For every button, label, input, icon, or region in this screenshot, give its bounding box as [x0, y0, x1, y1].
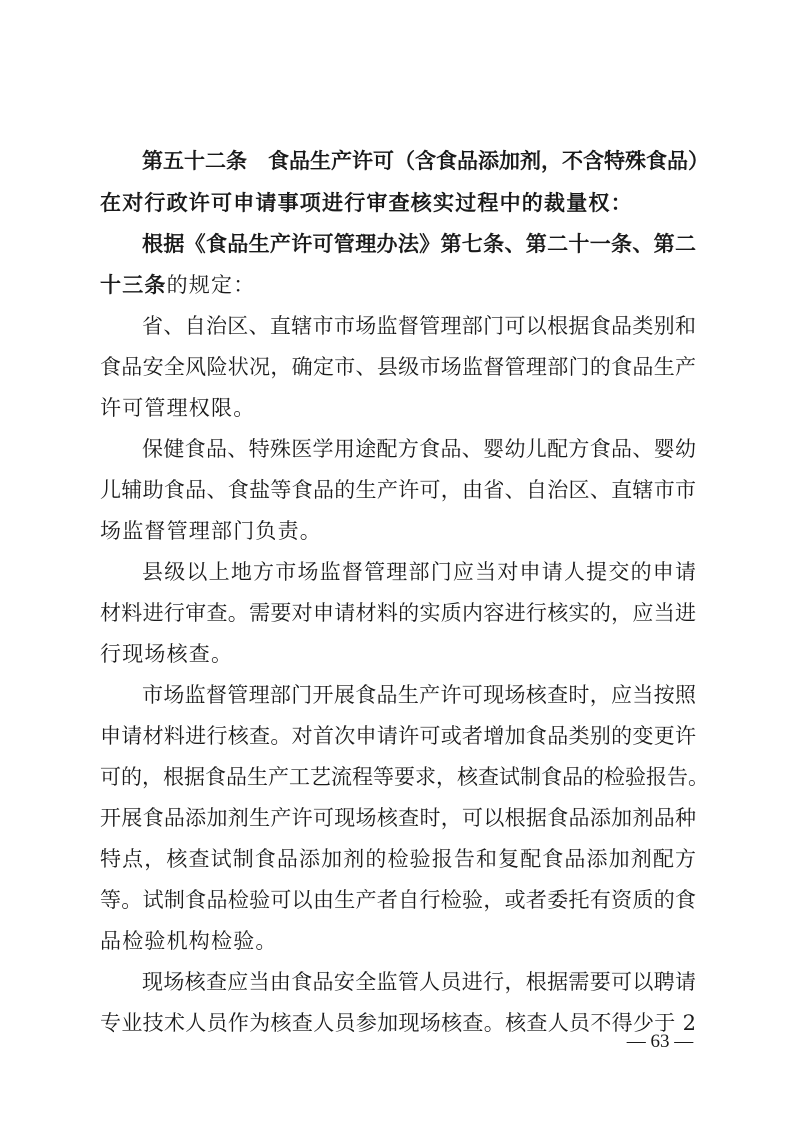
basis-line-2: [100, 270, 696, 300]
paragraph-1-line-3: 许可管理权限。: [100, 396, 256, 420]
paragraph-3-line-3: 行现场核查。: [100, 642, 234, 666]
paragraph-2-line-1: 保健食品、特殊医学用途配方食品、婴幼儿配方食品、婴幼: [142, 437, 696, 461]
paragraph-2-line-2: 儿辅助食品、食盐等食品的生产许可，由省、自治区、直辖市市: [100, 478, 696, 502]
paragraph-5-line-1: 现场核查应当由食品安全监管人员进行，根据需要可以聘请: [142, 970, 696, 994]
paragraph-4-line-5: 特点，核查试制食品添加剂的检验报告和复配食品添加剂配方: [100, 847, 696, 871]
paragraph-4-line-7: 品检验机构检验。: [100, 929, 278, 953]
paragraph-3-line-1: 县级以上地方市场监督管理部门应当对申请人提交的申请: [142, 560, 696, 584]
paragraph-1-line-2: 食品安全风险状况，确定市、县级市场监督管理部门的食品生产: [100, 355, 696, 379]
paragraph-4-line-4: 开展食品添加剂生产许可现场核查时，可以根据食品添加剂品种: [100, 806, 696, 830]
basis-articles: 十三条: [100, 273, 167, 297]
paragraph-5-line-2: 专业技术人员作为核查人员参加现场核查。核查人员不得少于 2: [100, 1011, 696, 1035]
paragraph-4-line-1: 市场监督管理部门开展食品生产许可现场核查时，应当按照: [142, 683, 696, 707]
article-heading-line-2: 在对行政许可申请事项进行审查核实过程中的裁量权：: [100, 191, 633, 215]
paragraph-3-line-2: 材料进行审查。需要对申请材料的实质内容进行核实的，应当进: [100, 601, 696, 625]
page-number: — 63 —: [626, 1031, 694, 1052]
paragraph-2-line-3: 场监督管理部门负责。: [100, 519, 322, 543]
basis-line-1: 根据《食品生产许可管理办法》第七条、第二十一条、第二: [142, 232, 696, 256]
article-heading-line-1: 第五十二条 食品生产许可（含食品添加剂，不含特殊食品）: [142, 149, 709, 173]
basis-suffix: 的规定：: [166, 273, 256, 297]
paragraph-4-line-3: 可的，根据食品生产工艺流程等要求，核查试制食品的检验报告。: [100, 765, 709, 789]
paragraph-1-line-1: 省、自治区、直辖市市场监督管理部门可以根据食品类别和: [142, 314, 696, 338]
paragraph-4-line-6: 等。试制食品检验可以由生产者自行检验，或者委托有资质的食: [100, 888, 696, 912]
paragraph-4-line-2: 申请材料进行核查。对首次申请许可或者增加食品类别的变更许: [100, 724, 696, 748]
